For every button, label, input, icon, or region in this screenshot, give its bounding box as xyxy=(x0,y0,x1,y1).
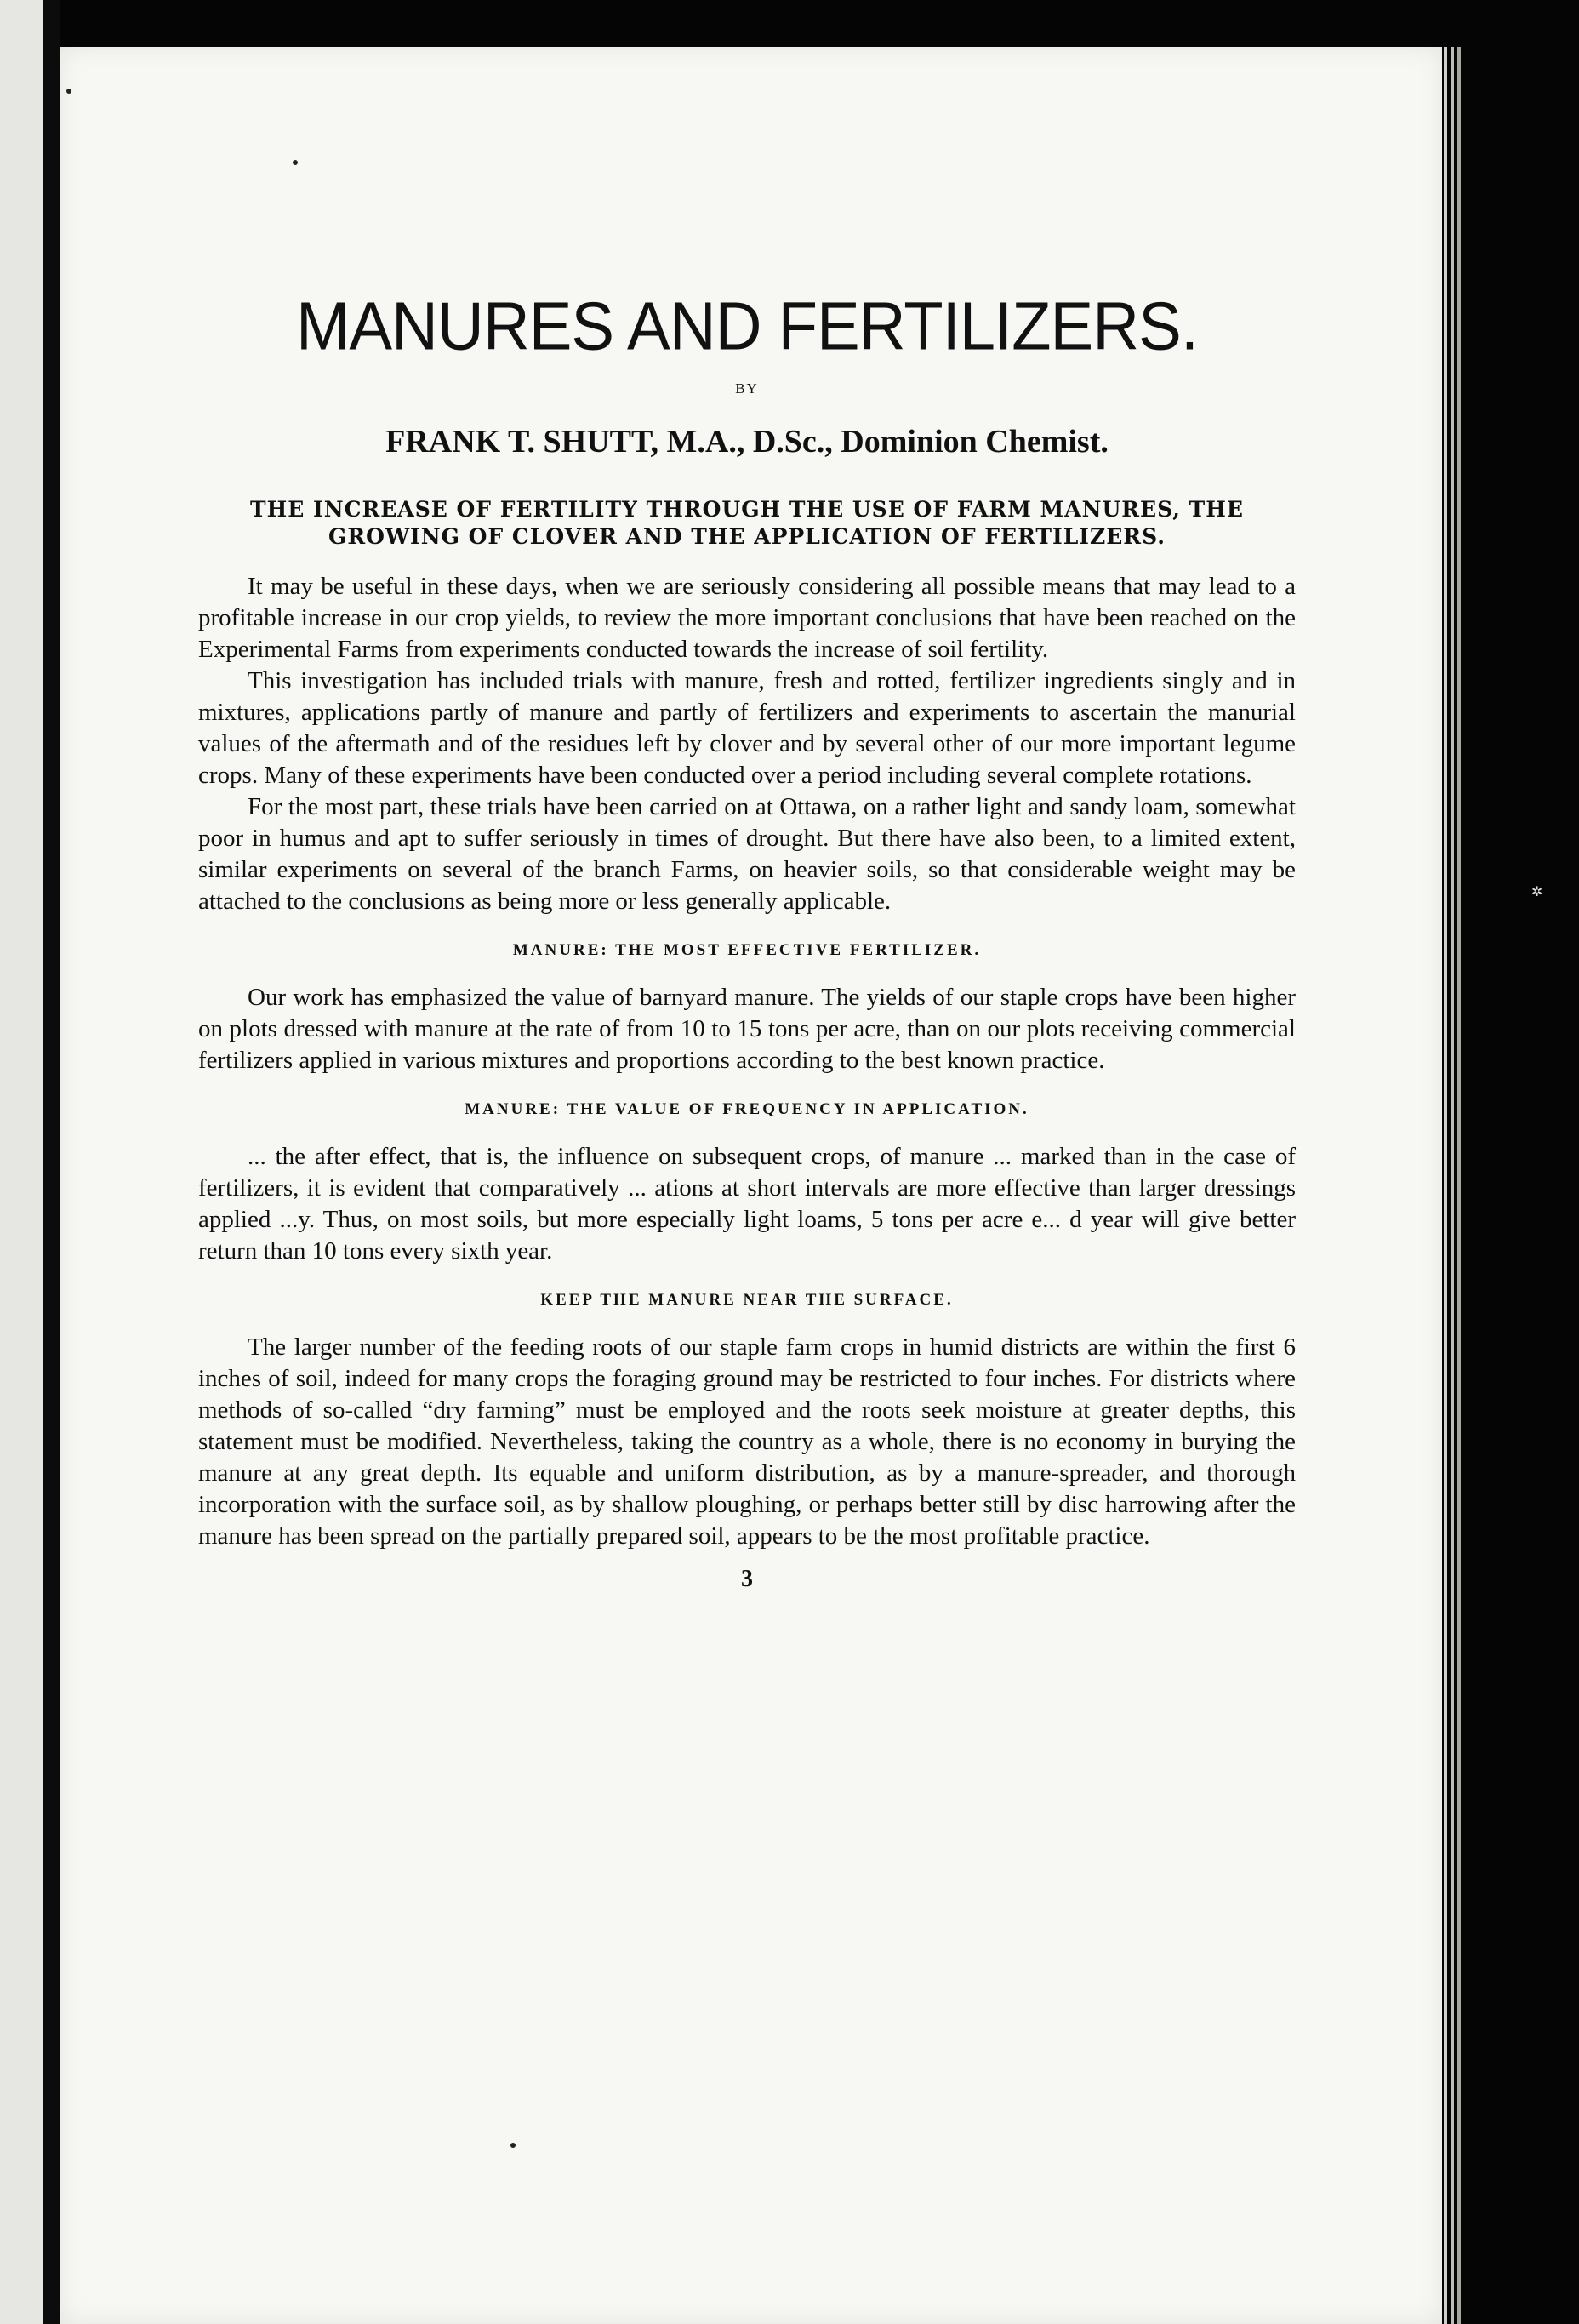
intro-paragraph: For the most part, these trials have been carried on at Ottawa, on a rather light and sandy loam, somewhat poor in humus and apt to suffer seriously in times of drought. But there have also been, to a limited extent, similar experiments on several of the branch Farms, on heavier soils, so that considerable weight may be attached to the conclusions as being more or less generally applicable. xyxy=(198,793,1296,915)
section-heading: MANURE: THE MOST EFFECTIVE FERTILIZER. xyxy=(512,941,982,959)
intro-heading: THE INCREASE OF FERTILITY THROUGH THE USE OF FARM MANURES, THE GROWING OF CLOVER AND THE APPLICATION OF FERTILIZERS. xyxy=(250,497,1244,549)
intro-paragraph: It may be useful in these days, when we are seriously considering all possible means that may lead to a profitable increase in our crop yields, to review the more important conclusions that have been reached on the Experimental Farms from experiments conducted towards the increase of soil fertility. xyxy=(198,573,1296,663)
section-paragraph: Our work has emphasized the value of barnyard manure. The yields of our staple crops have been higher on plots dressed with manure at the rate of from 10 to 15 tons per acre, than on our plots receiving commercial fertilizers applied in various mixtures and proportions according to the best known practice. xyxy=(198,984,1296,1074)
page-stack-edge xyxy=(1444,47,1447,2324)
page-stack-edge xyxy=(1457,47,1461,2324)
section-heading: MANURE: THE VALUE OF FREQUENCY IN APPLICATION. xyxy=(465,1100,1029,1118)
section-heading: KEEP THE MANURE NEAR THE SURFACE. xyxy=(540,1291,954,1309)
byline: BY xyxy=(735,380,759,397)
ink-speck xyxy=(66,89,71,94)
section-paragraph: The larger number of the feeding roots of our staple farm crops in humid districts are within the first 6 inches of soil, indeed for many crops the foraging ground may be restricted to four inches. For districts where methods of so-called “dry farming” must be employed and the roots seek moisture at greater depths, this statement must be modified. Nevertheless, taking the country as a whole, there is no economy in burying the manure at any great depth. Its equable and uniform distribution, as by a manure-spreader, and thorough incorporation with the surface soil, as by shallow ploughing, or perhaps better still by disc harrowing after the manure has been spread on the partially prepared soil, appears to be the most profitable practice. xyxy=(198,1333,1296,1550)
section-paragraph: ... the after effect, that is, the influence on subsequent crops, of manure ... marked than in the case of fertilizers, it is evident that comparatively ... ations at short intervals are more effective than larger dressings applied ...y. Thus, on most soils, but more especially light loams, 5 tons per acre e... d year will give better return than 10 tons every sixth year. xyxy=(198,1143,1296,1265)
scan-artifact-icon: ✲ xyxy=(1531,883,1543,899)
ink-speck xyxy=(293,160,298,165)
page-number: 3 xyxy=(741,1566,753,1592)
ink-speck xyxy=(510,2143,516,2148)
page-stack-edge xyxy=(1451,47,1454,2324)
author-line: FRANK T. SHUTT, M.A., D.Sc., Dominion Chemist. xyxy=(385,424,1109,460)
article-body xyxy=(198,289,1296,1593)
intro-paragraph: This investigation has included trials with manure, fresh and rotted, fertilizer ingredients singly and in mixtures, applications partly of manure and partly of fertilizers and experiments to ascertain the manurial values of the aftermath and of the residues left by clover and by several other of our more important legume crops. Many of these experiments have been conducted over a period including several complete rotations. xyxy=(198,667,1296,789)
article-title: MANURES AND FERTILIZERS. xyxy=(296,288,1198,365)
binding-shadow xyxy=(43,0,60,2324)
